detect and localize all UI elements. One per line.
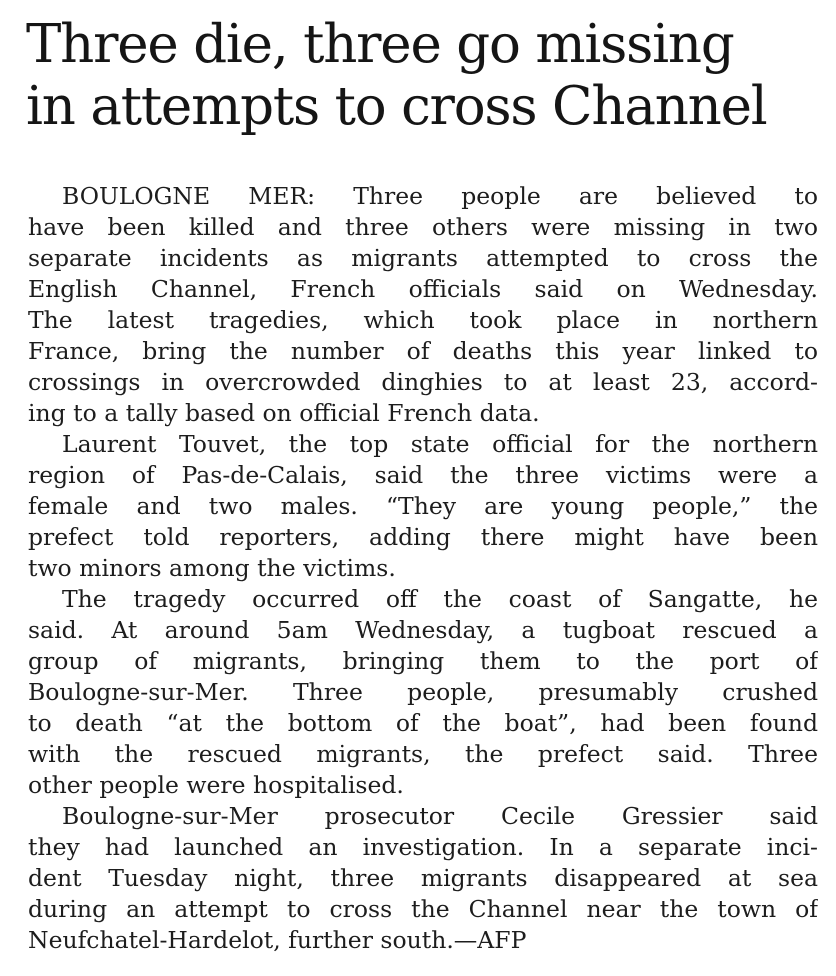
body-line: said. At around 5am Wednesday, a tugboat rescued a	[28, 616, 818, 644]
body-line: have been killed and three others were missing in two	[28, 213, 818, 241]
body-line: separate incidents as migrants attempted to cross the	[28, 244, 818, 272]
body-line: group of migrants, bringing them to the port of	[28, 647, 818, 675]
body-line: prefect told reporters, adding there might have been	[28, 523, 818, 551]
body-line: to death “at the bottom of the boat”, had been found	[28, 709, 818, 737]
body-line: BOULOGNE MER: Three people are believed to	[62, 182, 818, 210]
headline-line: in attempts to cross Channel	[26, 76, 767, 137]
body-line: Neufchatel-Hardelot, further south.—AFP	[28, 926, 527, 954]
body-line: two minors among the victims.	[28, 554, 396, 582]
body-line: Boulogne-sur-Mer prosecutor Cecile Gressier said	[62, 802, 818, 830]
body-line: female and two males. “They are young people,” the	[28, 492, 818, 520]
article-body	[28, 181, 818, 956]
headline-line: Three die, three go missing	[26, 14, 734, 75]
article-headline	[26, 14, 816, 138]
body-line: other people were hospitalised.	[28, 771, 404, 799]
body-line: Laurent Touvet, the top state official for the northern	[62, 430, 818, 458]
body-line: English Channel, French officials said on Wednesday.	[28, 275, 818, 303]
body-line: Boulogne-sur-Mer. Three people, presumably crushed	[28, 678, 818, 706]
body-line: ing to a tally based on official French data.	[28, 399, 540, 427]
body-line: region of Pas-de-Calais, said the three victims were a	[28, 461, 818, 489]
body-line: France, bring the number of deaths this year linked to	[28, 337, 818, 365]
body-line: during an attempt to cross the Channel near the town of	[28, 895, 818, 923]
body-line: dent Tuesday night, three migrants disappeared at sea	[28, 864, 818, 892]
body-line: they had launched an investigation. In a separate inci-	[28, 833, 818, 861]
body-line: crossings in overcrowded dinghies to at least 23, accord-	[28, 368, 818, 396]
body-line: with the rescued migrants, the prefect said. Three	[28, 740, 818, 768]
body-line: The latest tragedies, which took place in northern	[28, 306, 818, 334]
body-line: The tragedy occurred off the coast of Sangatte, he	[62, 585, 818, 613]
